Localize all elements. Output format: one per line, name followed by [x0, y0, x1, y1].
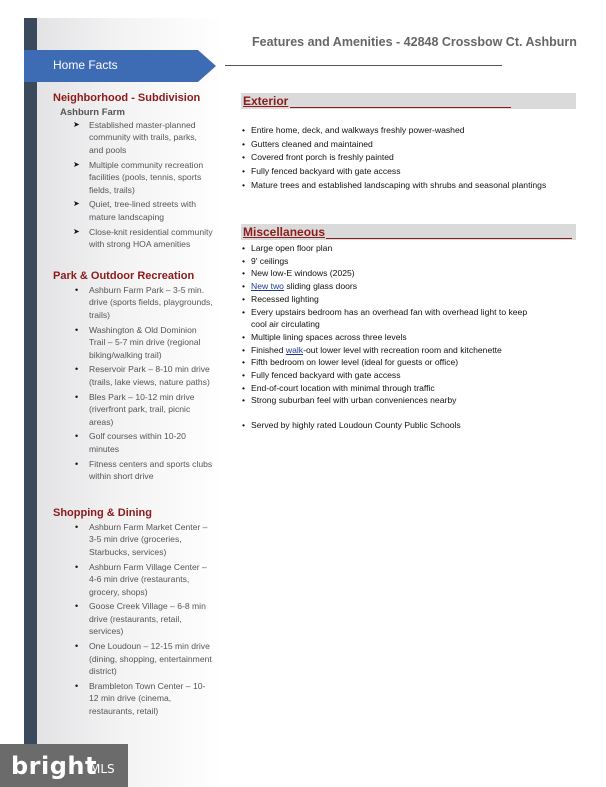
list-item: • Multiple lining spaces across three levels: [242, 331, 407, 342]
dot-bullet-icon: •: [75, 522, 79, 532]
misc-heading: Miscellaneous: [243, 225, 326, 239]
dot-bullet-icon: •: [75, 431, 79, 442]
list-item: • Every upstairs bedroom has an overhead fan with overhead light to keep cool air circulating: [242, 306, 528, 330]
parks-heading: Park & Outdoor Recreation: [53, 270, 195, 282]
misc-list: [242, 242, 582, 432]
banner-label: Home Facts: [53, 58, 118, 72]
list-item: • Fully fenced backyard with gate access: [242, 165, 582, 179]
list-item: • Bles Park – 10-12 min drive (riverfront park, trail, picnic areas): [75, 391, 195, 427]
dot-bullet-icon: •: [242, 382, 246, 393]
list-item: • Fully fenced backyard with gate access: [242, 370, 401, 381]
list-item: ➤ Close-knit residential community with strong HOA amenities: [73, 226, 213, 250]
walk-link: walk: [285, 344, 304, 355]
dot-bullet-icon: •: [75, 364, 79, 375]
list-item: • Goose Creek Village – 6-8 min drive (restaurants, retail, services): [75, 601, 206, 637]
list-item: • Golf courses within 10-20 minutes: [75, 431, 186, 454]
dot-bullet-icon: •: [75, 561, 79, 572]
neighborhood-list: [73, 119, 213, 253]
list-item: ➤ Multiple community recreation facilities (pools, tennis, sports fields, trails): [73, 159, 204, 195]
dot-bullet-icon: •: [75, 285, 79, 295]
shopping-list: [73, 521, 213, 720]
dot-bullet-icon: •: [242, 166, 246, 177]
list-item: • Brambleton Town Center – 10-12 min drive (cinema, restaurants, retail): [75, 680, 206, 716]
list-item: • Strong suburban feel with urban conveniences nearby: [242, 395, 457, 406]
list-item: • Reservoir Park – 8-10 min drive (trails, lake views, nature paths): [75, 364, 210, 387]
parks-list: [73, 284, 213, 485]
dot-bullet-icon: •: [242, 357, 246, 368]
list-item: • End-of-court location with minimal through traffic: [242, 382, 435, 393]
dot-bullet-icon: •: [242, 255, 246, 266]
dot-bullet-icon: •: [242, 138, 246, 149]
list-item: • Ashburn Farm Park – 3-5 min. drive (sports fields, playgrounds, trails): [75, 285, 213, 320]
list-item: • Entire home, deck, and walkways freshly power-washed: [242, 124, 582, 138]
arrow-bullet-icon: ➤: [73, 120, 80, 129]
list-item: • Mature trees and established landscaping with shrubs and seasonal plantings: [242, 179, 582, 193]
list-item: • Ashburn Farm Village Center – 4-6 min drive (restaurants, grocery, shops): [75, 561, 207, 597]
new-two-link: New two: [251, 281, 284, 292]
list-item: • One Loudoun – 12-15 min drive (dining, shopping, entertainment district): [75, 641, 212, 676]
list-item: • Washington & Old Dominion Trail – 5-7 min drive (regional biking/walking trail): [75, 324, 201, 360]
arrow-bullet-icon: ➤: [73, 199, 80, 209]
exterior-list: [242, 124, 582, 193]
arrow-bullet-icon: ➤: [73, 226, 80, 236]
dot-bullet-icon: •: [242, 331, 246, 342]
exterior-heading-rule: [290, 107, 511, 108]
shopping-heading: Shopping & Dining: [53, 507, 152, 519]
list-item: • New two sliding glass doors: [242, 281, 358, 292]
exterior-heading: Exterior: [243, 94, 289, 108]
dot-bullet-icon: •: [75, 391, 79, 402]
dot-bullet-icon: •: [242, 281, 246, 292]
list-item: • 9' ceilings: [242, 255, 289, 266]
sidebar-accent-bar: [24, 18, 37, 787]
banner-arrow-shape: [198, 50, 216, 82]
arrow-bullet-icon: ➤: [73, 159, 80, 169]
list-item: • Fitness centers and sports clubs within short drive: [75, 458, 213, 482]
dot-bullet-icon: •: [242, 243, 246, 253]
list-item: • Covered front porch is freshly painted: [242, 151, 582, 165]
list-item: • Gutters cleaned and maintained: [242, 138, 582, 152]
logo-brand-text: bright: [11, 752, 97, 780]
document-title: Features and Amenities - 42848 Crossbow Ct. Ashburn: [252, 35, 577, 49]
dot-bullet-icon: •: [242, 152, 246, 163]
dot-bullet-icon: •: [75, 601, 79, 612]
neighborhood-heading: Neighborhood - Subdivision: [53, 92, 201, 104]
dot-bullet-icon: •: [242, 179, 246, 190]
list-item: • Ashburn Farm Market Center – 3-5 min drive (groceries, Starbucks, services): [75, 522, 208, 557]
list-item: • Recessed lighting: [242, 293, 319, 304]
dot-bullet-icon: •: [242, 306, 246, 317]
dot-bullet-icon: •: [242, 344, 246, 355]
dot-bullet-icon: •: [75, 324, 79, 335]
dot-bullet-icon: •: [75, 680, 79, 691]
logo-mls-text: MLS: [90, 762, 115, 776]
list-item: • Served by highly rated Loudoun County Public Schools: [242, 420, 461, 431]
dot-bullet-icon: •: [242, 293, 246, 304]
dot-bullet-icon: •: [75, 641, 79, 652]
neighborhood-subheading: Ashburn Farm: [60, 107, 125, 118]
misc-heading-rule: [326, 238, 572, 239]
list-item: • Finished walk-out lower level with recreation room and kitchenette: [242, 344, 502, 355]
dot-bullet-icon: •: [242, 268, 246, 279]
list-item: • New low-E windows (2025): [242, 268, 355, 279]
list-item: • Large open floor plan: [242, 243, 333, 253]
dot-bullet-icon: •: [242, 420, 246, 431]
dot-bullet-icon: •: [242, 370, 246, 381]
list-item: • Fifth bedroom on lower level (ideal for guests or office): [242, 357, 459, 368]
dot-bullet-icon: •: [242, 125, 246, 135]
dot-bullet-icon: •: [75, 458, 79, 469]
list-item: ➤ Established master-planned community with trails, parks, and pools: [73, 120, 197, 155]
dot-bullet-icon: •: [242, 395, 246, 406]
list-item: ➤ Quiet, tree-lined streets with mature landscaping: [73, 199, 196, 222]
title-divider: [225, 65, 502, 66]
